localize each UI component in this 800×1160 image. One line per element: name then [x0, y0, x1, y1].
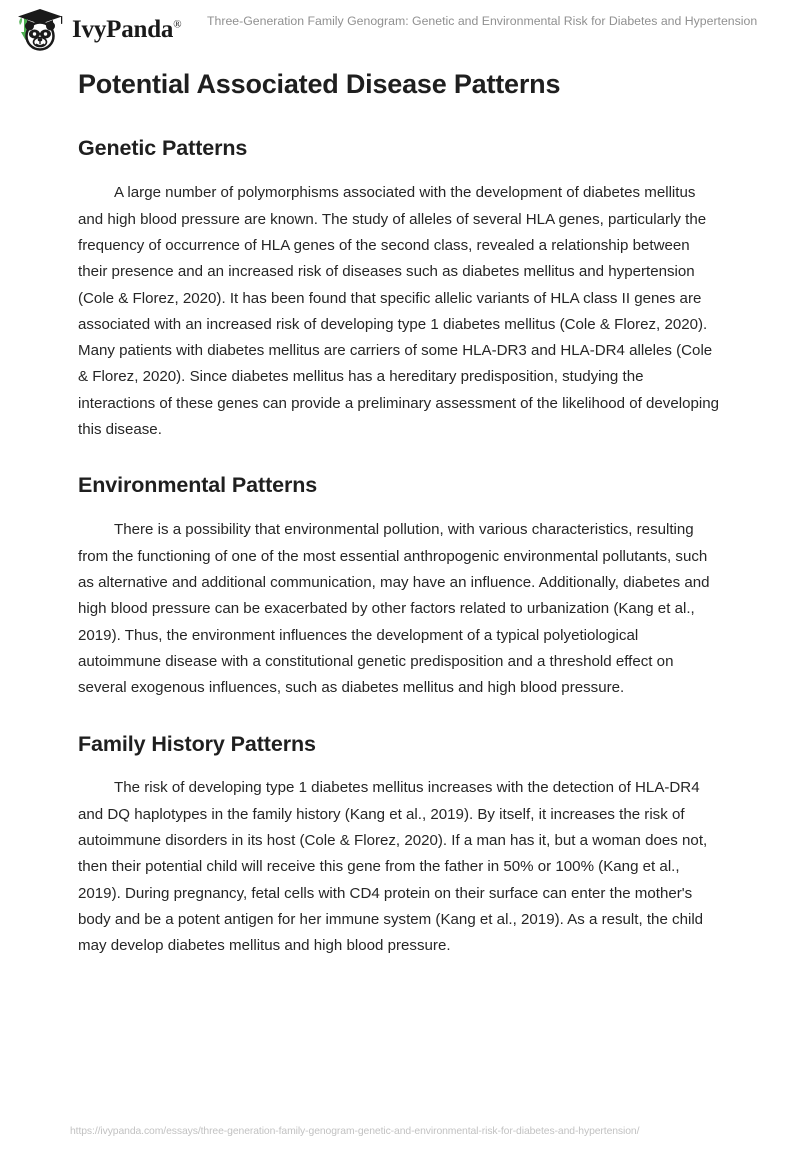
footer-source-url[interactable]: https://ivypanda.com/essays/three-generation-family-genogram-genetic-and-environmental-risk-for-diabetes-and-hypertension/ [70, 1126, 640, 1137]
section-environmental-patterns [78, 473, 722, 701]
panda-graduate-logo-icon [14, 7, 66, 51]
brand-logo-link[interactable] [14, 7, 181, 51]
section-heading-environmental-patterns: Environmental Patterns [78, 473, 318, 498]
section-heading-genetic-patterns: Genetic Patterns [78, 136, 248, 161]
page-header [0, 0, 800, 60]
document-content [78, 68, 722, 960]
section-genetic-patterns [78, 136, 722, 443]
header-document-title: Three-Generation Family Genogram: Genetic and Environmental Risk for Diabetes and Hypertension [207, 14, 758, 28]
section-paragraph-family-history-patterns: The risk of developing type 1 diabetes mellitus increases with the detection of HLA-DR4 and DQ haplotypes in the family history (Kang et al., 2019). By itself, it increases the risk of autoimmune disorders in its host (Cole & Florez, 2020). If a man has it, but a woman does not, then their potential child will receive this gene from the father in 50% or 100% (Kang et al., 2019). During pregnancy, fetal cells with CD4 protein on their surface can enter the mother's body and be a potent antigen for her immune system (Kang et al., 2019). As a result, the child may develop diabetes mellitus and high blood pressure. [78, 779, 708, 955]
page-title: Potential Associated Disease Patterns [78, 69, 561, 99]
section-family-history-patterns [78, 732, 722, 960]
section-paragraph-environmental-patterns: There is a possibility that environmental pollution, with various characteristics, resulting from the functioning of one of the most essential anthropogenic environmental pollutants, such as alternative and additional communication, may have an influence. Additionally, diabetes and high blood pressure can be exacerbated by other factors related to urbanization (Kang et al., 2019). Thus, the environment influences the development of a typical polyetiological autoimmune disease with a constitutional genetic predisposition and a threshold effect on several exogenous influences, such as diabetes mellitus and high blood pressure. [78, 521, 710, 697]
section-paragraph-genetic-patterns: A large number of polymorphisms associated with the development of diabetes mellitus and high blood pressure are known. The study of alleles of several HLA genes, particularly the frequency of occurrence of HLA genes of the second class, revealed a relationship between their presence and an increased risk of diseases such as diabetes mellitus and hypertension (Cole & Florez, 2020). It has been found that specific allelic variants of HLA class II genes are associated with an increased risk of developing type 1 diabetes mellitus (Cole & Florez, 2020). Many patients with diabetes mellitus are carriers of some HLA-DR3 and HLA-DR4 alleles (Cole & Florez, 2020). Since diabetes mellitus has a hereditary predisposition, studying the interactions of these genes can provide a preliminary assessment of the likelihood of developing this disease. [78, 184, 720, 439]
registered-mark: ® [173, 18, 182, 31]
section-heading-family-history-patterns: Family History Patterns [78, 731, 316, 756]
page-footer [0, 1114, 800, 1160]
brand-name-text: IvyPanda [72, 15, 174, 43]
brand-wordmark [72, 17, 181, 42]
